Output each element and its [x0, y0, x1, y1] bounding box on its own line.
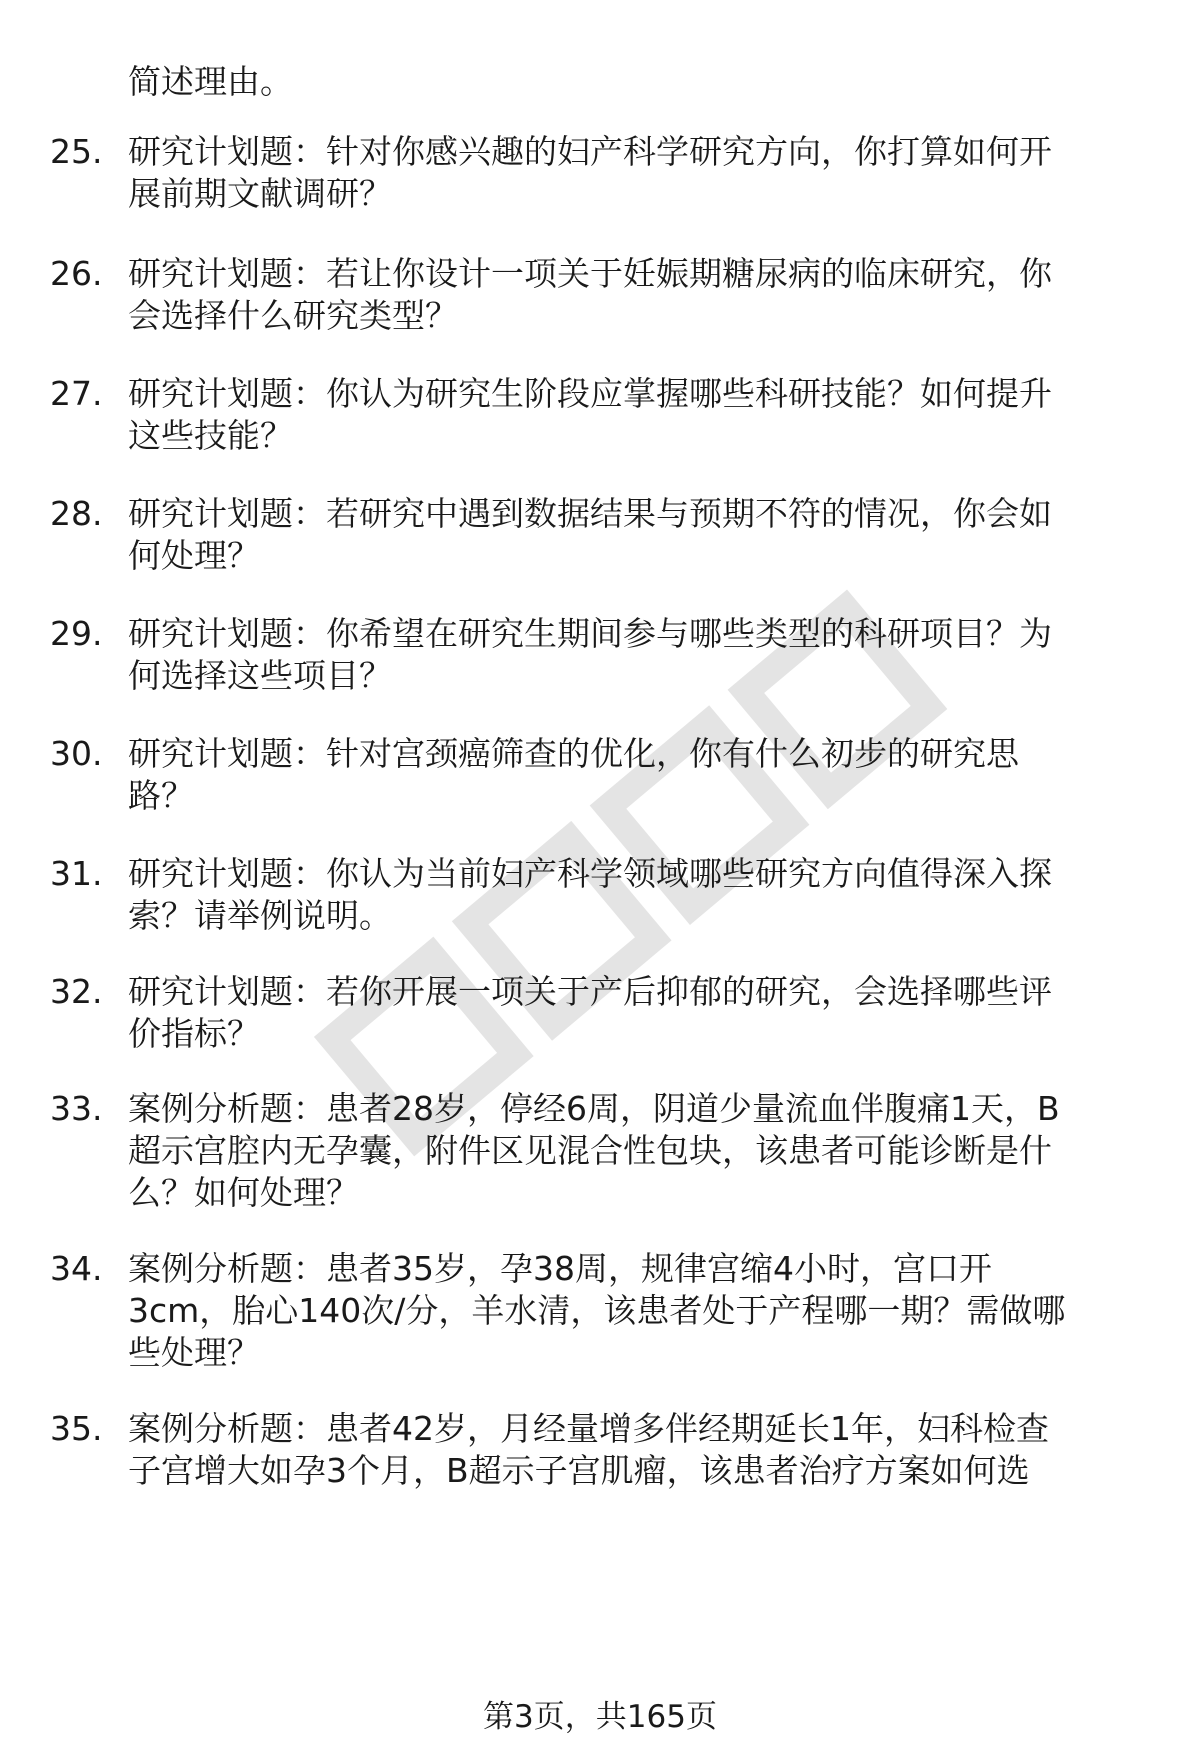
question-number: 26.: [50, 254, 103, 293]
question-number: 34.: [50, 1249, 103, 1288]
question-number: 29.: [50, 614, 103, 653]
question-text-line: 研究计划题：若你开展一项关于产后抑郁的研究，会选择哪些评: [128, 972, 1052, 1011]
question-number: 28.: [50, 494, 103, 533]
question-text-line: 3cm，胎心140次/分，羊水清，该患者处于产程哪一期？需做哪: [128, 1291, 1066, 1330]
question-text-line: 研究计划题：针对你感兴趣的妇产科学研究方向，你打算如何开: [128, 132, 1052, 171]
question-number: 27.: [50, 374, 103, 413]
question-text-line: 案例分析题：患者28岁，停经6周，阴道少量流血伴腹痛1天，B: [128, 1089, 1060, 1128]
page-footer: 第3页，共165页: [483, 1699, 717, 1735]
question-number: 30.: [50, 734, 103, 773]
question-text-line: 何选择这些项目？: [128, 656, 392, 695]
question-text-line: 研究计划题：你认为当前妇产科学领域哪些研究方向值得深入探: [128, 854, 1052, 893]
question-number: 33.: [50, 1089, 103, 1128]
question-text-line: 索？请举例说明。: [128, 896, 392, 935]
question-number: 35.: [50, 1409, 103, 1448]
question-text-line: 路？: [128, 776, 194, 815]
question-text-line: 案例分析题：患者35岁，孕38周，规律宫缩4小时，宫口开: [128, 1249, 992, 1288]
continuation-text: 简述理由。: [128, 62, 293, 101]
question-text-line: 案例分析题：患者42岁，月经量增多伴经期延长1年，妇科检查: [128, 1409, 1049, 1448]
question-text-line: 研究计划题：你认为研究生阶段应掌握哪些科研技能？如何提升: [128, 374, 1052, 413]
question-text-line: 些处理？: [128, 1333, 260, 1372]
question-number: 32.: [50, 972, 103, 1011]
question-text-line: 子宫增大如孕3个月，B超示子宫肌瘤，该患者治疗方案如何选: [128, 1451, 1030, 1490]
question-text-line: 么？如何处理？: [128, 1173, 359, 1212]
question-number: 31.: [50, 854, 103, 893]
question-text-line: 这些技能？: [128, 416, 293, 455]
question-text-line: 何处理？: [128, 536, 260, 575]
question-text-line: 研究计划题：针对宫颈癌筛查的优化，你有什么初步的研究思: [128, 734, 1019, 773]
question-text-line: 价指标？: [128, 1014, 260, 1053]
question-text-line: 会选择什么研究类型？: [128, 296, 458, 335]
question-text-line: 超示宫腔内无孕囊，附件区见混合性包块，该患者可能诊断是什: [128, 1131, 1052, 1170]
question-text-line: 研究计划题：若让你设计一项关于妊娠期糖尿病的临床研究，你: [128, 254, 1052, 293]
question-text-line: 展前期文献调研？: [128, 174, 392, 213]
question-text-line: 研究计划题：你希望在研究生期间参与哪些类型的科研项目？为: [128, 614, 1052, 653]
question-number: 25.: [50, 132, 103, 171]
question-text-line: 研究计划题：若研究中遇到数据结果与预期不符的情况，你会如: [128, 494, 1052, 533]
